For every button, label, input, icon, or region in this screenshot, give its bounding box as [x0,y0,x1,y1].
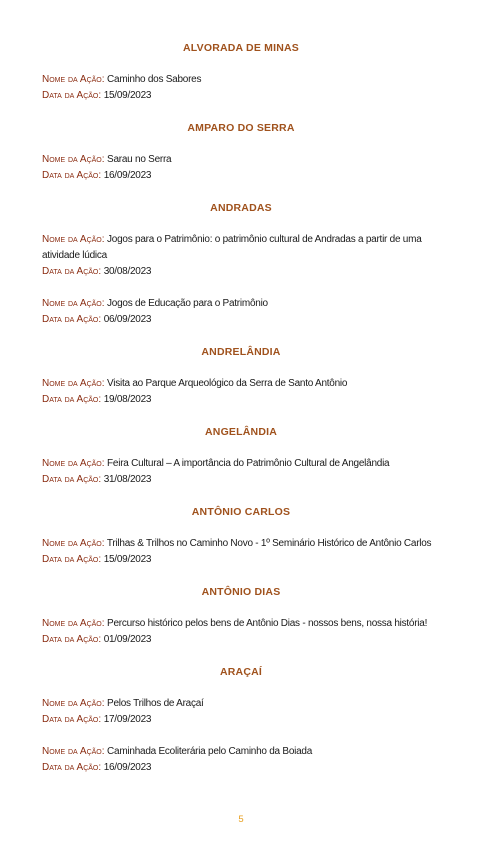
action-date [42,312,151,328]
action-date [42,88,151,104]
action-date [42,264,151,280]
action-name-label: Nome da Ação: [42,154,105,165]
city-heading: AMPARO DO SERRA [187,122,295,134]
action-name [42,296,268,312]
action-name-value: Feira Cultural – A importância do Patrimônio Cultural de Angelândia [107,458,390,469]
action-date-label: Data da Ação: [42,90,102,101]
city-heading: ALVORADA DE MINAS [183,42,299,54]
action-date-label: Data da Ação: [42,266,102,277]
action-date-label: Data da Ação: [42,554,102,565]
city-heading: ANDRADAS [210,202,272,214]
action-name [42,536,431,552]
action-name [42,72,201,88]
action-name-value: Pelos Trilhos de Araçaí [107,698,204,709]
action-name-label: Nome da Ação: [42,378,105,389]
action-date-label: Data da Ação: [42,714,102,725]
action-name [42,456,389,472]
city-heading: ANDRELÂNDIA [201,346,281,358]
action-date-value: 17/09/2023 [103,714,152,725]
action-date [42,760,151,776]
action-name-label: Nome da Ação: [42,618,105,629]
action-date [42,632,151,648]
action-name-label: Nome da Ação: [42,698,105,709]
action-name-label: Nome da Ação: [42,234,105,245]
action-date-value: 30/08/2023 [103,266,152,277]
action-name-value: Percurso histórico pelos bens de Antônio Dias - nossos bens, nossa história! [107,618,428,629]
action-date-value: 31/08/2023 [103,474,152,485]
action-date-label: Data da Ação: [42,474,102,485]
action-date-label: Data da Ação: [42,634,102,645]
action-name [42,152,171,168]
action-date-label: Data da Ação: [42,394,102,405]
action-date [42,472,151,488]
action-date-label: Data da Ação: [42,170,102,181]
action-name-label: Nome da Ação: [42,538,105,549]
city-heading: ANGELÂNDIA [205,426,277,438]
action-name [42,744,312,760]
action-date-value: 06/09/2023 [103,314,152,325]
action-date-value: 16/09/2023 [103,170,152,181]
action-name [42,232,440,264]
city-heading: ARAÇAÍ [219,666,263,678]
action-date-value: 16/09/2023 [103,762,152,773]
action-date-label: Data da Ação: [42,762,102,773]
action-date-value: 19/08/2023 [103,394,152,405]
action-name-label: Nome da Ação: [42,298,105,309]
action-name-value: Sarau no Serra [107,154,172,165]
action-date [42,552,151,568]
action-date [42,712,151,728]
action-name-value: Jogos para o Patrimônio: o patrimônio cultural de Andradas a partir de uma atividade lúdica [42,234,422,261]
city-heading: ANTÔNIO DIAS [201,586,281,598]
action-name-value: Caminho dos Sabores [107,74,202,85]
action-name-value: Trilhas & Trilhos no Caminho Novo - 1º Seminário Histórico de Antônio Carlos [106,538,432,549]
action-name-label: Nome da Ação: [42,746,105,757]
action-name-label: Nome da Ação: [42,458,105,469]
page-number: 5 [238,814,244,825]
action-name-label: Nome da Ação: [42,74,105,85]
action-name-value: Caminhada Ecoliterária pelo Caminho da Boiada [107,746,313,757]
action-date-label: Data da Ação: [42,314,102,325]
action-date-value: 15/09/2023 [103,90,152,101]
action-date [42,168,151,184]
action-name-value: Visita ao Parque Arqueológico da Serra de Santo Antônio [107,378,348,389]
action-date-value: 01/09/2023 [103,634,152,645]
action-date-value: 15/09/2023 [103,554,152,565]
city-heading: ANTÔNIO CARLOS [191,506,291,518]
action-name [42,376,347,392]
action-name [42,616,427,632]
action-name-value: Jogos de Educação para o Patrimônio [107,298,268,309]
action-date [42,392,151,408]
action-name [42,696,204,712]
